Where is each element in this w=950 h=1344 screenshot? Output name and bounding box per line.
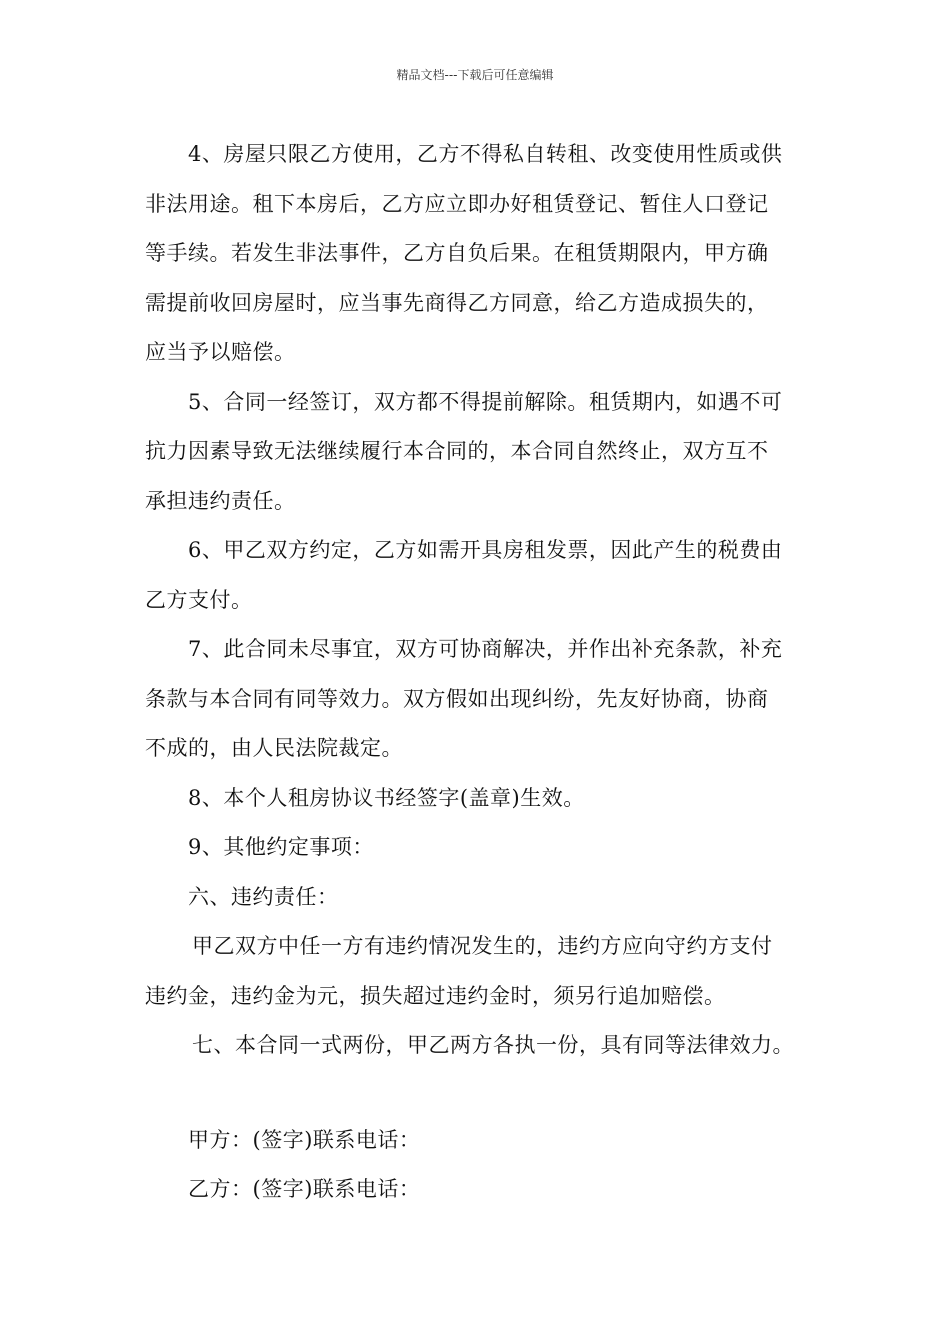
clause-4-line-3: 等手续。若发生非法事件，乙方自负后果。在租赁期限内，甲方确 (145, 241, 769, 265)
clause-8: 8、本个人租房协议书经签字(盖章)生效。 (188, 785, 585, 810)
document-body (145, 130, 815, 1215)
clause-4-line-4: 需提前收回房屋时，应当事先商得乙方同意，给乙方造成损失的， (145, 290, 769, 315)
clause-5-line-3: 承担违约责任。 (145, 488, 296, 513)
clause-4-line-2: 非法用途。租下本房后，乙方应立即办好租赁登记、暂住人口登记 (145, 191, 769, 216)
signature-spacer (145, 1071, 815, 1116)
clause-6-line-1: 6、甲乙双方约定，乙方如需开具房租发票，因此产生的税费由 (188, 538, 783, 562)
clause-7-line-1: 7、此合同未尽事宜，双方可协商解决，并作出补充条款，补充 (188, 637, 783, 661)
section-6-heading: 六、违约责任： (188, 884, 339, 909)
party-a-signature: 甲方：(签字)联系电话： (188, 1127, 421, 1152)
clause-9: 9、其他约定事项： (188, 835, 374, 859)
party-b-signature: 乙方：(签字)联系电话： (188, 1177, 421, 1201)
clause-4-line-5: 应当予以赔偿。 (145, 340, 296, 364)
clause-5-line-1: 5、合同一经签订，双方都不得提前解除。租赁期内，如遇不可 (188, 389, 783, 414)
clause-7-line-3: 不成的，由人民法院裁定。 (145, 736, 403, 760)
clause-4-line-1: 4、房屋只限乙方使用，乙方不得私自转租、改变使用性质或供 (188, 142, 783, 166)
clause-6-line-2: 乙方支付。 (145, 587, 253, 612)
section-7: 七、本合同一式两份，甲乙两方各执一份，具有同等法律效力。 (192, 1033, 794, 1057)
clause-7-line-2: 条款与本合同有同等效力。双方假如出现纠纷，先友好协商，协商 (145, 686, 769, 711)
section-6-line-2: 违约金，违约金为元，损失超过违约金时，须另行追加赔偿。 (145, 983, 726, 1008)
section-6-line-1: 甲乙双方中任一方有违约情况发生的，违约方应向守约方支付 (192, 934, 773, 958)
clause-5-line-2: 抗力因素导致无法继续履行本合同的，本合同自然终止，双方互不 (145, 439, 769, 463)
page-header: 精品文档---下载后可任意编辑 (396, 68, 554, 82)
